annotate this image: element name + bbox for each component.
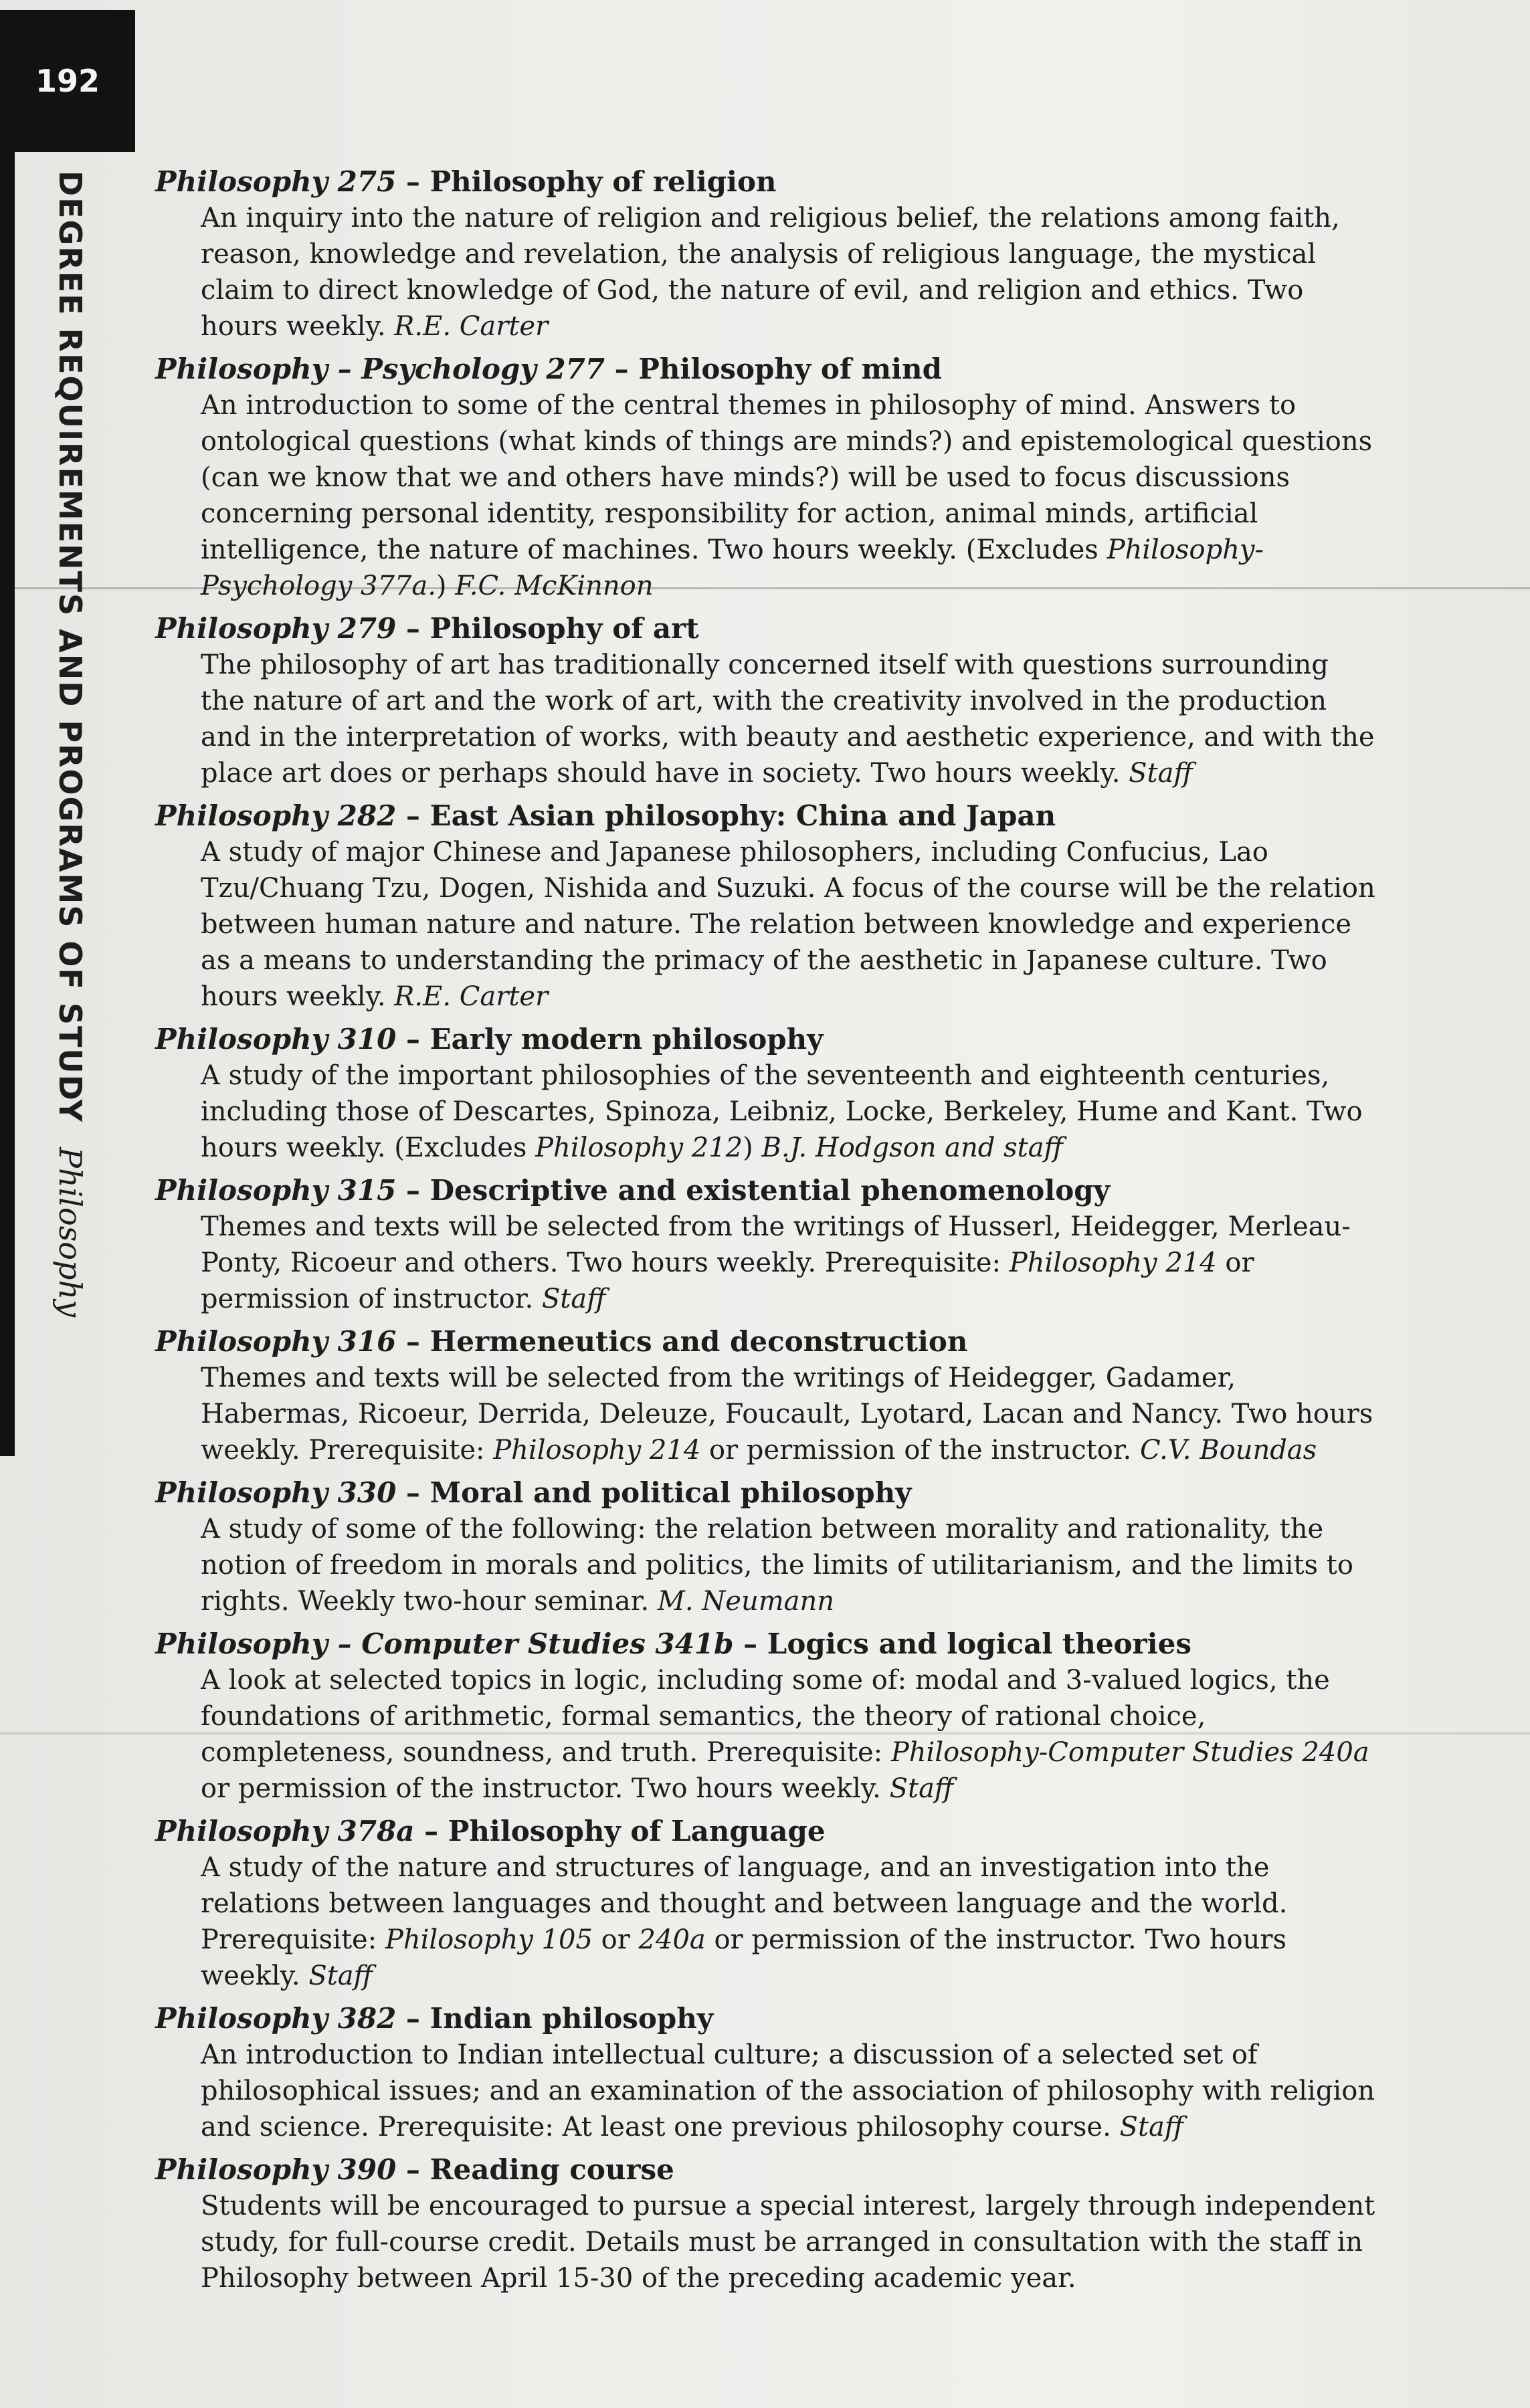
- italic-reference: M. Neumann: [657, 1586, 835, 1617]
- course-heading: [155, 611, 1379, 647]
- description-text: A look at selected topics in logic, including some of: modal and 3-valued logics, the foundations of arithmetic, formal semantics, the theory of rational choice, completeness, soundness, and truth. Prerequisite:: [201, 1665, 1330, 1768]
- italic-reference: Staff: [1119, 2112, 1184, 2142]
- description-text: ): [436, 571, 456, 601]
- course-code: Philosophy 330: [155, 1476, 397, 1509]
- course-code: Philosophy 315: [155, 1174, 397, 1207]
- italic-reference: Staff: [541, 1284, 606, 1314]
- description-text: or: [592, 1924, 639, 1955]
- course-entry: [155, 798, 1379, 1015]
- italic-reference: R.E. Carter: [394, 981, 549, 1012]
- section-title: DEGREE REQUIREMENTS AND PROGRAMS OF STUDY: [52, 171, 88, 1123]
- heading-separator: –: [605, 353, 639, 385]
- course-entry: [155, 164, 1379, 344]
- italic-reference: Philosophy 214: [1009, 1247, 1217, 1278]
- course-title: Philosophy of Language: [448, 1815, 826, 1847]
- course-code: Philosophy 310: [155, 1023, 397, 1056]
- heading-separator: –: [396, 1476, 430, 1509]
- course-title: Philosophy of art: [429, 612, 699, 645]
- italic-reference: Philosophy 105: [385, 1924, 593, 1955]
- heading-separator: –: [396, 1174, 430, 1207]
- course-description: [201, 1662, 1379, 1807]
- course-description: [201, 1849, 1379, 1994]
- heading-separator: –: [396, 1023, 430, 1056]
- section-running-head: [50, 171, 90, 1317]
- italic-reference: Staff: [308, 1961, 373, 1991]
- italic-reference: 240a: [638, 1924, 706, 1955]
- course-heading: [155, 1324, 1379, 1360]
- course-title: Logics and logical theories: [767, 1627, 1192, 1660]
- course-heading: [155, 164, 1379, 200]
- course-heading: [155, 798, 1379, 834]
- course-entry: [155, 1324, 1379, 1468]
- course-heading: [155, 1813, 1379, 1849]
- course-heading: [155, 2001, 1379, 2037]
- course-description: [201, 1511, 1379, 1619]
- course-entry: [155, 2152, 1379, 2296]
- heading-separator: –: [396, 2002, 430, 2035]
- course-title: Early modern philosophy: [429, 1023, 824, 1056]
- course-code: Philosophy 382: [155, 2002, 397, 2035]
- course-code: Philosophy 390: [155, 2153, 397, 2186]
- course-entry: [155, 1475, 1379, 1619]
- course-entry: [155, 1813, 1379, 1994]
- heading-separator: –: [396, 165, 430, 198]
- description-text: Students will be encouraged to pursue a special interest, largely through independent study, for full-course credit. Details must be arranged in consultation with the staff in Philosophy between April 15-30 of the preceding academic year.: [201, 2191, 1375, 2294]
- description-text: A study of major Chinese and Japanese philosophers, including Confucius, Lao Tzu/Chuang Tzu, Dogen, Nishida and Suzuki. A focus of the course will be the relation between human nature and nature. The relation between knowledge and experience as a means to understanding the primacy of the aesthetic in Japanese culture. Two hours weekly.: [201, 837, 1375, 1012]
- course-title: Philosophy of religion: [429, 165, 777, 198]
- course-entry: [155, 1021, 1379, 1166]
- heading-separator: –: [414, 1815, 448, 1847]
- heading-separator: –: [396, 2153, 430, 2186]
- italic-reference: Philosophy 212: [535, 1132, 743, 1163]
- heading-separator: –: [733, 1627, 767, 1660]
- course-title: Philosophy of mind: [638, 353, 942, 385]
- heading-separator: –: [396, 1325, 430, 1358]
- italic-reference: R.E. Carter: [394, 311, 549, 342]
- course-entry: [155, 351, 1379, 604]
- italic-reference: C.V. Boundas: [1139, 1435, 1317, 1466]
- course-heading: [155, 351, 1379, 387]
- course-description: [201, 834, 1379, 1015]
- italic-reference: Staff: [889, 1773, 954, 1804]
- description-text: or permission of the instructor.: [700, 1435, 1140, 1466]
- italic-reference: Philosophy 214: [493, 1435, 701, 1466]
- page-number: 192: [0, 10, 135, 152]
- course-heading: [155, 2152, 1379, 2188]
- description-text: or permission of instructor.: [201, 1247, 1254, 1314]
- description-text: or permission of the instructor. Two hours weekly.: [201, 1924, 1287, 1991]
- course-title: East Asian philosophy: China and Japan: [429, 799, 1056, 832]
- course-code: Philosophy 275: [155, 165, 397, 198]
- italic-reference: B.J. Hodgson and staff: [761, 1132, 1063, 1163]
- course-code: Philosophy 378a: [155, 1815, 415, 1847]
- course-entry: [155, 611, 1379, 791]
- course-title: Descriptive and existential phenomenology: [429, 1174, 1111, 1207]
- heading-separator: –: [396, 799, 430, 832]
- italic-reference: F.C. McKinnon: [455, 571, 654, 601]
- course-title: Reading course: [429, 2153, 674, 2186]
- course-description: [201, 1058, 1379, 1166]
- course-code: Philosophy 316: [155, 1325, 397, 1358]
- subject-title: Philosophy: [52, 1146, 88, 1317]
- italic-reference: Philosophy-Computer Studies 240a: [890, 1737, 1369, 1768]
- course-title: Moral and political philosophy: [429, 1476, 912, 1509]
- description-text: A study of the nature and structures of language, and an investigation into the relations between languages and thought and between language and the world. Prerequisite:: [201, 1852, 1288, 1955]
- course-code: Philosophy 282: [155, 799, 397, 832]
- course-heading: [155, 1173, 1379, 1209]
- course-description: [201, 2037, 1379, 2145]
- heading-separator: –: [396, 612, 430, 645]
- course-description: [201, 647, 1379, 791]
- course-heading: [155, 1021, 1379, 1058]
- description-text: or permission of the instructor. Two hours weekly.: [201, 1773, 890, 1804]
- italic-reference: Staff: [1129, 758, 1193, 789]
- course-description: [201, 200, 1379, 344]
- course-description: [201, 2188, 1379, 2296]
- description-text: An introduction to Indian intellectual culture; a discussion of a selected set of philosophical issues; and an examination of the association of philosophy with religion and science. Prerequisite: At least one previous philosophy course.: [201, 2039, 1375, 2142]
- description-text: The philosophy of art has traditionally concerned itself with questions surrounding the nature of art and the work of art, with the creativity involved in the production and in the interpretation of works, with beauty and aesthetic experience, and with the place art does or perhaps should have in society. Two hours weekly.: [201, 649, 1375, 789]
- course-entry: [155, 1626, 1379, 1807]
- description-text: A study of the important philosophies of the seventeenth and eighteenth centuries, including those of Descartes, Spinoza, Leibniz, Locke, Berkeley, Hume and Kant. Two hours weekly. (Excludes: [201, 1060, 1363, 1163]
- description-text: Themes and texts will be selected from the writings of Heidegger, Gadamer, Habermas, Ricoeur, Derrida, Deleuze, Foucault, Lyotard, Lacan and Nancy. Two hours weekly. Prerequisite:: [201, 1363, 1373, 1466]
- course-code: Philosophy – Psychology 277: [155, 353, 605, 385]
- course-entry: [155, 1173, 1379, 1317]
- description-text: Themes and texts will be selected from the writings of Husserl, Heidegger, Merleau-Ponty, Ricoeur and others. Two hours weekly. Prerequisite:: [201, 1211, 1351, 1278]
- description-text: A study of some of the following: the relation between morality and rationality, the notion of freedom in morals and politics, the limits of utilitarianism, and the limits to rights. Weekly two-hour seminar.: [201, 1514, 1353, 1617]
- course-heading: [155, 1626, 1379, 1662]
- course-description: [201, 1209, 1379, 1317]
- description-text: An introduction to some of the central themes in philosophy of mind. Answers to ontological questions (what kinds of things are minds?) and epistemological questions (can we know that we and others have minds?) will be used to focus discussions concerning personal identity, responsibility for action, animal minds, artificial intelligence, the nature of machines. Two hours weekly. (Excludes: [201, 390, 1373, 565]
- course-title: Indian philosophy: [429, 2002, 714, 2035]
- side-tab-bar: [0, 152, 15, 1456]
- course-entry: [155, 2001, 1379, 2145]
- course-heading: [155, 1475, 1379, 1511]
- course-code: Philosophy 279: [155, 612, 397, 645]
- course-code: Philosophy – Computer Studies 341b: [155, 1627, 734, 1660]
- course-title: Hermeneutics and deconstruction: [429, 1325, 968, 1358]
- course-list: [155, 164, 1379, 2303]
- description-text: An inquiry into the nature of religion and religious belief, the relations among faith, reason, knowledge and revelation, the analysis of religious language, the mystical claim to direct knowledge of God, the nature of evil, and religion and ethics. Two hours weekly.: [201, 203, 1340, 342]
- course-description: [201, 1360, 1379, 1468]
- course-description: [201, 387, 1379, 604]
- description-text: ): [743, 1132, 762, 1163]
- italic-reference: Philosophy-Psychology 377a.: [201, 534, 1264, 601]
